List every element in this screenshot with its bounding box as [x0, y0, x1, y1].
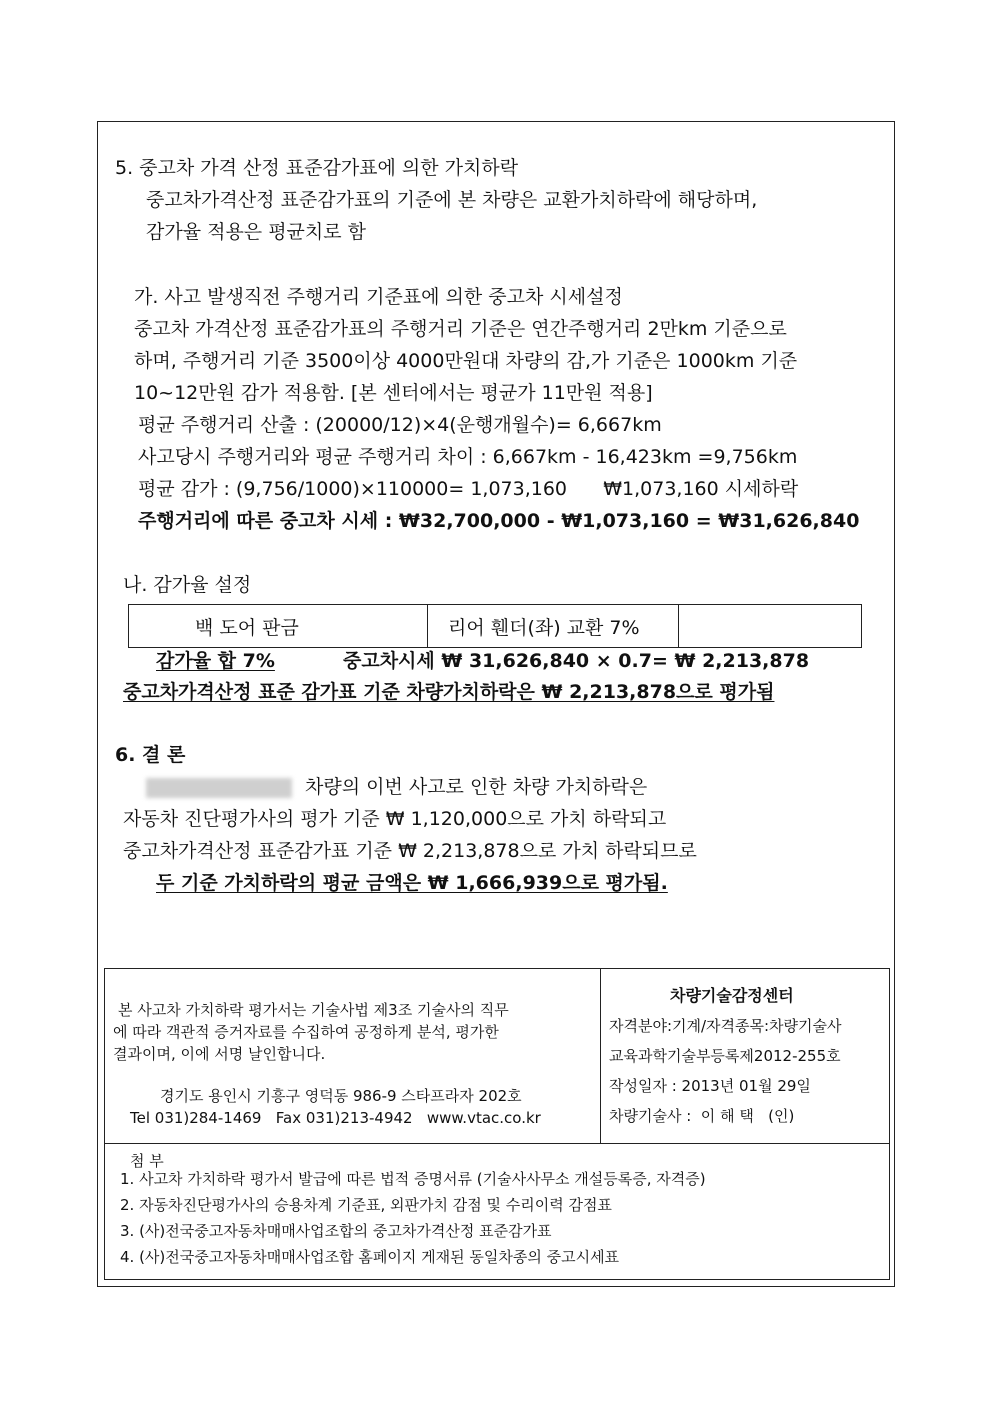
depreciation-table [128, 604, 862, 648]
sub-a-line3: 10~12만원 감가 적용함. [본 센터에서는 평균가 11만원 적용] [134, 382, 653, 404]
statement-line1: 본 사고차 가치하락 평가서는 기술사법 제3조 기술사의 직무 [118, 1001, 509, 1019]
section5-intro-line1: 중고차가격산정 표준감가표의 기준에 본 차량은 교환가치하락에 해당하며, [146, 189, 758, 211]
center-name: 차량기술감정센터 [670, 986, 794, 1005]
sub-a-line6: 평균 감가 : (9,756/1000)×110000= 1,073,160 ₩1,073,160 시세하락 [138, 478, 799, 500]
sub-a-line4: 평균 주행거리 산출 : (20000/12)×4(운행개월수)= 6,667km [138, 414, 662, 436]
depreciation-calc: 중고차시세 ₩ 31,626,840 × 0.7= ₩ 2,213,878 [343, 650, 810, 672]
document-date: 작성일자 : 2013년 01월 29일 [609, 1077, 811, 1095]
conclusion-line2: 자동차 진단평가사의 평가 기준 ₩ 1,120,000으로 가치 하락되고 [123, 808, 667, 830]
table-cell-replace: 리어 휀더(좌) 교환 7% [428, 605, 679, 648]
table-cell-empty [679, 605, 862, 648]
attachment-item: 4. (사)전국중고자동차매매사업조합 홈페이지 게재된 동일차종의 중고시세표 [120, 1248, 620, 1266]
attachment-item: 3. (사)전국중고자동차매매사업조합의 중고차가격산정 표준감가표 [120, 1222, 552, 1240]
sub-a-market-price: 주행거리에 따른 중고차 시세 : ₩32,700,000 - ₩1,073,160 = ₩31,626,840 [138, 510, 860, 532]
redacted-vehicle-info [146, 778, 292, 798]
registration-number: 교육과학기술부등록제2012-255호 [609, 1047, 841, 1065]
attachment-item: 2. 자동차진단평가사의 승용차계 기준표, 외판가치 감점 및 수리이력 감점표 [120, 1196, 612, 1214]
sub-b-heading: 나. 감가율 설정 [123, 574, 252, 596]
footer-divider-vertical [600, 968, 601, 1144]
statement-line3: 결과이며, 이에 서명 날인합니다. [113, 1045, 326, 1063]
sub-a-heading: 가. 사고 발생직전 주행거리 기준표에 의한 중고차 시세설정 [134, 286, 623, 308]
footer-divider-horizontal [104, 1143, 890, 1144]
qualification-field: 자격분야:기계/자격종목:차량기술사 [609, 1017, 842, 1035]
section5-intro-line2: 감가율 적용은 평균치로 함 [146, 221, 367, 243]
conclusion-final: 두 기준 가치하락의 평균 금액은 ₩ 1,666,939으로 평가됨. [156, 872, 668, 894]
footer-address: 경기도 용인시 기흥구 영덕동 986-9 스타프라자 202호 [160, 1087, 522, 1105]
attachments-title: 첨 부 [130, 1152, 164, 1170]
attachment-item: 1. 사고차 가치하락 평가서 발급에 따른 법적 증명서류 (기술사사무소 개설등록증, 자격증) [120, 1170, 706, 1188]
conclusion-line3: 중고차가격산정 표준감가표 기준 ₩ 2,213,878으로 가치 하락되므로 [123, 840, 697, 862]
section6-heading: 6. 결 론 [115, 744, 186, 766]
sub-a-line1: 중고차 가격산정 표준감가표의 주행거리 기준은 연간주행거리 2만km 기준으로 [134, 318, 787, 340]
section5-heading: 5. 중고차 가격 산정 표준감가표에 의한 가치하락 [115, 157, 519, 179]
depreciation-sum: 감가율 합 7% [156, 650, 275, 672]
sub-a-line5: 사고당시 주행거리와 평균 주행거리 차이 : 6,667km - 16,423km =9,756km [138, 446, 798, 468]
conclusion-line1: 차량의 이번 사고로 인한 차량 가치하락은 [305, 776, 648, 798]
footer-contact: Tel 031)284-1469 Fax 031)213-4942 www.vtac.co.kr [130, 1109, 541, 1127]
table-cell-panel: 백 도어 판금 [129, 605, 428, 648]
statement-line2: 에 따라 객관적 증거자료를 수집하여 공정하게 분석, 평가한 [113, 1023, 499, 1041]
sub-b-result: 중고차가격산정 표준 감가표 기준 차량가치하락은 ₩ 2,213,878으로 평가됨 [123, 681, 775, 703]
sub-a-line2: 하며, 주행거리 기준 3500이상 4000만원대 차량의 감,가 기준은 1000km 기준 [134, 350, 798, 372]
engineer-signature: 차량기술사 : 이 해 택 (인) [609, 1107, 795, 1125]
